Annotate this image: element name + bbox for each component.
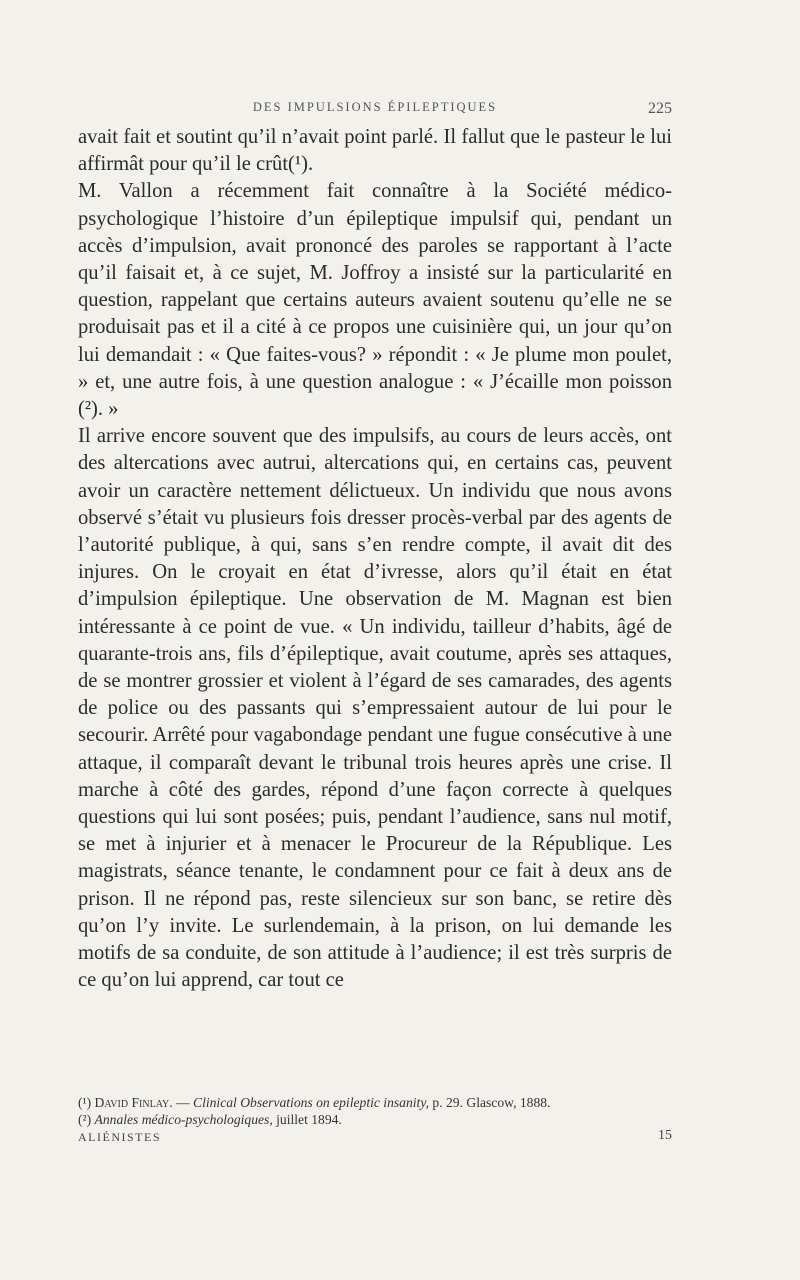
paragraph-1: avait fait et soutint qu’il n’avait point parlé. Il fallut que le pasteur le lui affirmât pour qu’il le crût(¹). [78, 126, 672, 176]
footnote-2-rest: juillet 1894. [272, 1111, 342, 1127]
footnote-1 [78, 1095, 672, 1112]
page-number: 225 [648, 100, 672, 117]
paragraph-3: Il arrive encore souvent que des impulsifs, au cours de leurs accès, ont des altercations avec autrui, altercations qui, en certains cas, peuvent avoir un caractère nettement délictueux. Un individu que nous avons observé s’était vu plusieurs fois dresser procès-verbal par des agents de l’autorité publique, à qui, sans s’en rendre compte, il avait dit des injures. On le croyait en état d’ivresse, alors qu’il était en état d’impulsion épileptique. Une observation de M. Magnan est bien intéressante à ce point de vue. « Un individu, tailleur d’habits, âgé de quarante-trois ans, fils d’épileptique, avait coutume, après ses attaques, de se montrer grossier et violent à l’égard de ses camarades, des agents de police ou des passants qui s’empressaient autour de lui pour le secourir. Arrêté pour vagabondage pendant une fugue consécutive à une attaque, il comparaît devant le tribunal trois heures après une crise. Il marche à côté des gardes, répond d’une façon correcte à quelques questions qui lui sont posées; puis, pendant l’audience, sans nul motif, se met à injurier et à menacer le Procureur de la République. Les magistrats, séance tenante, le condamnent pour ce fait à deux ans de prison. Il ne répond pas, reste silencieux sur son banc, se retire dès qu’on l’y invite. Le surlendemain, à la prison, on lui demande les motifs de sa conduite, de son attitude à l’audience; il est très surpris de ce qu’on lui apprend, car tout ce [78, 425, 672, 992]
signature-line [78, 1130, 672, 1148]
footnote-1-title: Clinical Observations on epileptic insanity, [193, 1095, 429, 1110]
footnote-1-mark: (¹) [78, 1095, 92, 1110]
running-head [78, 100, 672, 120]
footnote-1-dash: — [172, 1095, 194, 1110]
footnote-1-author: David Finlay. [94, 1095, 173, 1110]
footnote-2-mark: (²) [78, 1111, 92, 1127]
footnotes [78, 1095, 672, 1128]
body-text [78, 124, 672, 995]
footnote-2-title: Annales médico-psychologiques, [94, 1111, 273, 1127]
footnote-2 [78, 1112, 672, 1129]
sheet-number: 15 [658, 1128, 672, 1143]
running-title: DES IMPULSIONS ÉPILEPTIQUES [252, 100, 498, 114]
paragraph-2: M. Vallon a récemment fait connaître à la Société médico-psychologique l’histoire d’un épileptique impulsif qui, pendant un accès d’impulsion, avait prononcé des paroles se rapportant à l’acte qu’il faisait et, à ce sujet, M. Joffroy a insisté sur la particularité en question, rappelant que certains auteurs avaient soutenu qu’elle ne se produisait pas et il a cité à ce propos une cuisinière qui, un jour qu’on lui demandait : « Que faites-vous? » répondit : « Je plume mon poulet, » et, une autre fois, à une question analogue : « J’écaille mon poisson (²). » [78, 180, 672, 421]
footnote-1-rest: p. 29. Glascow, 1888. [429, 1095, 551, 1110]
printer-signature: ALIÉNISTES [78, 1130, 161, 1144]
